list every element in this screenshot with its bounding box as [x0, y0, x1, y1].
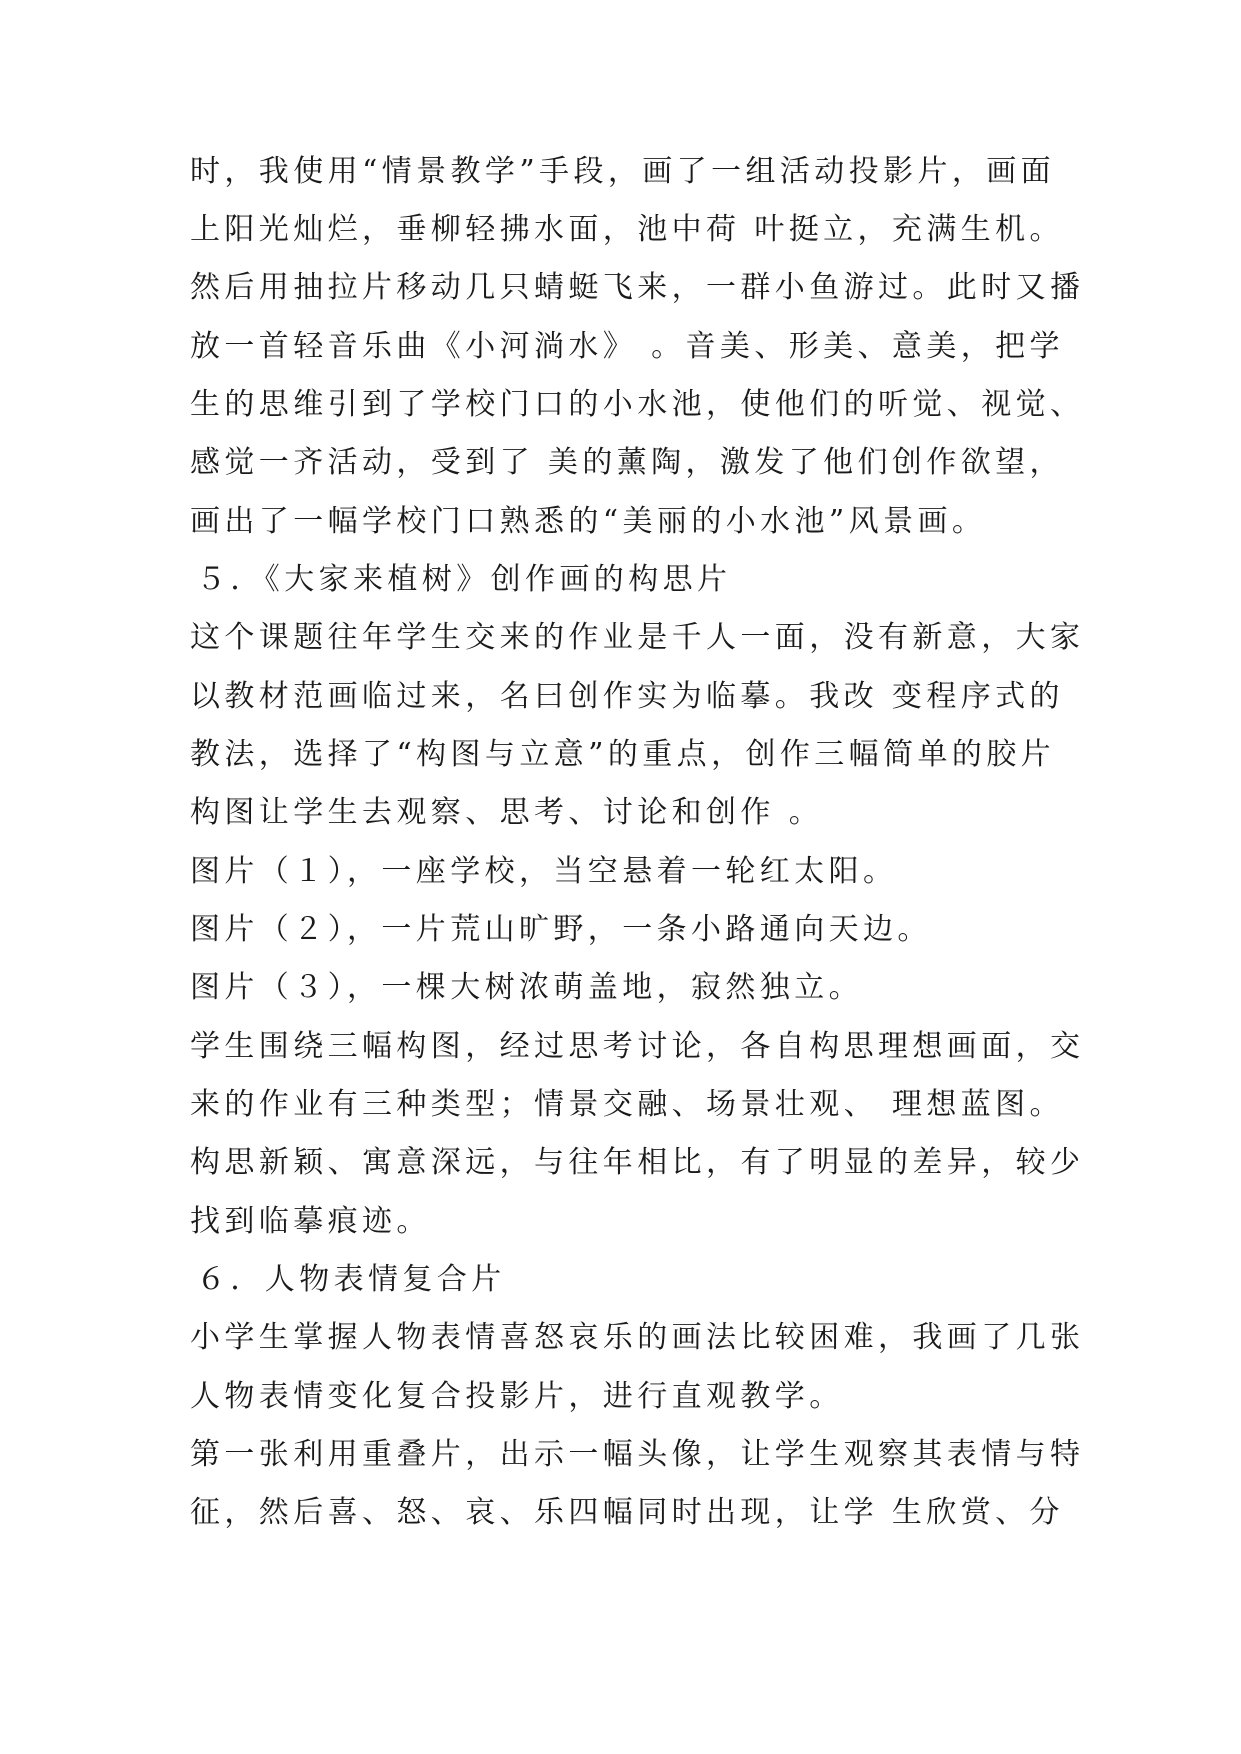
paragraph-line: 以教材范画临过来，名曰创作实为临摹。我改 变程序式的 — [190, 679, 1064, 714]
paragraph-line: 人物表情变化复合投影片，进行直观教学。 — [190, 1379, 844, 1414]
paragraph-line: 然后用抽拉片移动几只蜻蜓飞来，一群小鱼游过。此时又播 — [190, 270, 1085, 305]
paragraph-line: 学生围绕三幅构图，经过思考讨论，各自构思理想画面，交 — [190, 1029, 1085, 1064]
paragraph-line: 放一首轻音乐曲《小河淌水》 。音美、形美、意美，把学 — [190, 329, 1064, 364]
paragraph-line: 上阳光灿烂，垂柳轻拂水面，池中荷 叶挺立，充满生机。 — [190, 212, 1064, 247]
paragraph-line: 生的思维引到了学校门口的小水池，使他们的听觉、视觉、 — [190, 387, 1085, 422]
paragraph-line: 征，然后喜、怒、哀、乐四幅同时出现，让学 生欣赏、分 — [190, 1495, 1064, 1530]
paragraph-line: 第一张利用重叠片，出示一幅头像，让学生观察其表情与特 — [190, 1437, 1085, 1472]
paragraph-line: 小学生掌握人物表情喜怒哀乐的画法比较困难，我画了几张 — [190, 1320, 1085, 1355]
section-heading: ６．人物表情复合片 — [196, 1262, 506, 1297]
paragraph-line: 感觉一齐活动，受到了 美的薰陶，激发了他们创作欲望， — [190, 445, 1064, 480]
paragraph-line: 构思新颖、寓意深远，与往年相比，有了明显的差异，较少 — [190, 1145, 1085, 1180]
paragraph-line: 构图让学生去观察、思考、讨论和创作 。 — [190, 795, 824, 830]
paragraph-line: 图片（２），一片荒山旷野，一条小路通向天边。 — [190, 912, 932, 947]
paragraph-line: 画出了一幅学校门口熟悉的“美丽的小水池”风景画。 — [190, 504, 987, 539]
paragraph-line: 时，我使用“情景教学”手段，画了一组活动投影片，画面 — [190, 154, 1056, 189]
paragraph-line: 图片（３），一棵大树浓萌盖地，寂然独立。 — [190, 970, 863, 1005]
paragraph-line: 找到临摹痕迹。 — [190, 1204, 431, 1239]
section-heading: ５．《大家来植树》创作画的构思片 — [196, 562, 732, 597]
paragraph-line: 教法，选择了“构图与立意”的重点，创作三幅简单的胶片 — [190, 737, 1056, 772]
paragraph-line: 图片（１），一座学校，当空悬着一轮红太阳。 — [190, 854, 898, 889]
paragraph-line: 来的作业有三种类型；情景交融、场景壮观、 理想蓝图。 — [190, 1087, 1064, 1122]
paragraph-line: 这个课题往年学生交来的作业是千人一面，没有新意，大家 — [190, 620, 1085, 655]
